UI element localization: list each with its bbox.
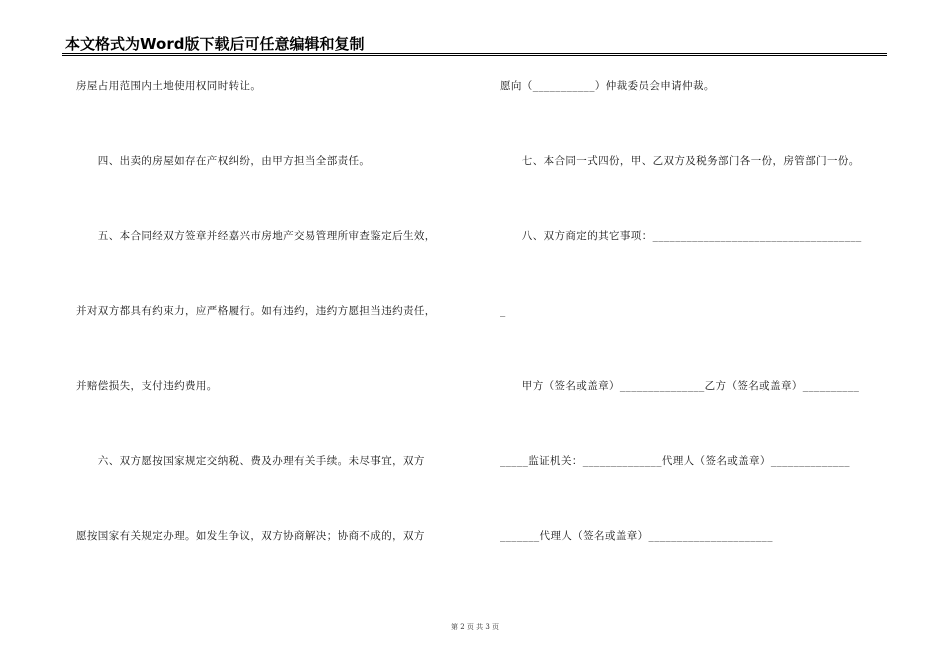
left-line-3: 五、本合同经双方签章并经嘉兴市房地产交易管理所审查鉴定后生效， bbox=[76, 230, 436, 242]
left-line-1: 房屋占用范围内土地使用权同时转让。 bbox=[76, 80, 262, 92]
header-rule-secondary bbox=[62, 55, 887, 56]
header-rule bbox=[62, 53, 887, 54]
right-line-3: 八、双方商定的其它事项：_____________________________________ bbox=[500, 230, 862, 242]
left-line-4: 并对双方都具有约束力，应严格履行。如有违约，违约方愿担当违约责任， bbox=[76, 305, 436, 317]
left-line-7: 愿按国家有关规定办理。如发生争议，双方协商解决；协商不成的，双方 bbox=[76, 530, 425, 542]
left-line-2: 四、出卖的房屋如存在产权纠纷，由甲方担当全部责任。 bbox=[76, 155, 371, 167]
left-line-6: 六、双方愿按国家规定交纳税、费及办理有关手续。未尽事宜，双方 bbox=[76, 455, 425, 467]
page-number-footer: 第 2 页 共 3 页 bbox=[450, 623, 500, 631]
right-line-2: 七、本合同一式四份，甲、乙双方及税务部门各一份，房管部门一份。 bbox=[500, 155, 860, 167]
right-line-1: 愿向（___________）仲裁委员会申请仲裁。 bbox=[500, 80, 715, 92]
left-line-5: 并赔偿损失，支付违约费用。 bbox=[76, 380, 218, 392]
right-line-5: 甲方（签名或盖章）_______________乙方（签名或盖章）__________ bbox=[500, 380, 860, 392]
right-line-7: _______代理人（签名或盖章）______________________ bbox=[500, 530, 773, 542]
right-line-4: _ bbox=[500, 305, 506, 317]
page-header-title: 本文格式为Word版下载后可任意编辑和复制 bbox=[65, 35, 365, 53]
right-line-6: _____监证机关：______________代理人（签名或盖章）______________ bbox=[500, 455, 850, 467]
